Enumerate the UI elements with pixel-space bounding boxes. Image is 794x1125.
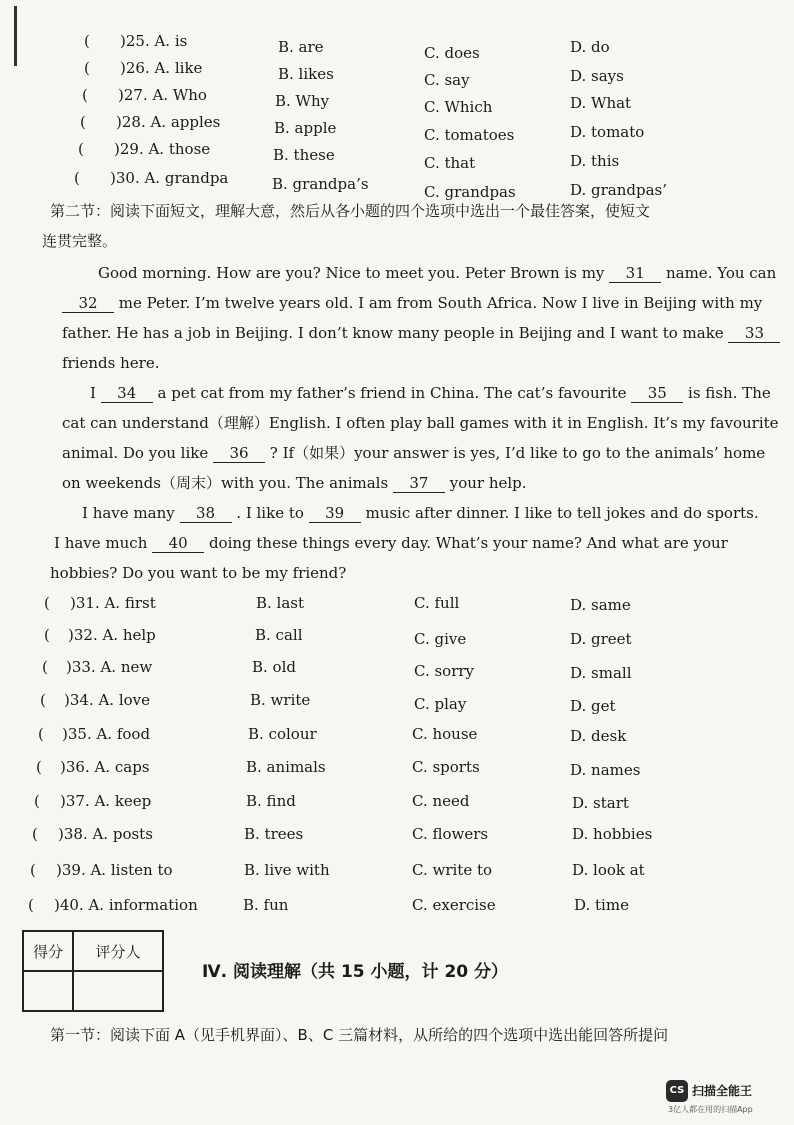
option-d: D. grandpas’: [570, 181, 668, 199]
passage-text: I have many: [82, 504, 175, 522]
option-c: C. need: [412, 792, 470, 810]
score-label: 得分: [23, 931, 73, 971]
blank-39: 39: [309, 504, 361, 523]
question-row: [0, 113, 794, 144]
instruction-line: 连贯完整。: [42, 232, 118, 250]
answer-paren: (: [78, 140, 84, 158]
passage-line: [62, 378, 771, 408]
passage-text: on weekends（周末）with you. The animals: [62, 474, 389, 492]
question-row: [0, 896, 794, 920]
question-number-option-a: )28. A. apples: [116, 113, 221, 131]
blank-31: 31: [609, 264, 661, 283]
watermark-subtitle: 3亿人都在用的扫描App: [668, 1105, 753, 1114]
question-row: [0, 169, 794, 201]
option-c: C. exercise: [412, 896, 496, 914]
option-c: C. play: [414, 695, 467, 713]
passage-line: [62, 498, 759, 528]
answer-paren: (: [42, 658, 48, 676]
option-d: D. do: [570, 38, 610, 56]
question-number-option-a: )26. A. like: [120, 59, 203, 77]
option-d: D. greet: [570, 630, 632, 648]
question-row: [0, 626, 794, 650]
score-table: [22, 930, 164, 1012]
question-row: [0, 725, 794, 749]
question-row: [0, 861, 794, 885]
option-d: D. same: [570, 596, 631, 614]
option-d: D. small: [570, 664, 632, 682]
option-b: B. trees: [244, 825, 304, 843]
answer-paren: (: [84, 59, 90, 77]
option-c: C. write to: [412, 861, 493, 879]
answer-paren: (: [82, 86, 88, 104]
option-d: D. says: [570, 67, 624, 85]
option-b: B. live with: [244, 861, 330, 879]
option-d: D. desk: [570, 727, 627, 745]
question-number-option-a: )33. A. new: [66, 658, 153, 676]
question-number-option-a: )29. A. those: [114, 140, 211, 158]
blank-32: 32: [62, 294, 114, 313]
section2-instruction: [42, 196, 750, 256]
question-number-option-a: )40. A. information: [54, 896, 198, 914]
question-number-option-a: )30. A. grandpa: [110, 169, 229, 187]
question-row: [0, 59, 794, 89]
blank-34: 34: [101, 384, 153, 403]
passage-text: me Peter. I’m twelve years old. I am from South Africa. Now I live in Beijing with my: [118, 294, 763, 312]
answer-paren: (: [80, 113, 86, 131]
question-row: [0, 758, 794, 782]
blank-36: 36: [213, 444, 265, 463]
option-d: D. What: [570, 94, 632, 112]
scanner-watermark: [666, 1080, 778, 1116]
option-b: B. animals: [246, 758, 326, 776]
option-b: B. call: [255, 626, 303, 644]
question-number-option-a: )25. A. is: [120, 32, 188, 50]
passage-text: your help.: [449, 474, 527, 492]
option-b: B. Why: [275, 92, 330, 110]
answer-paren: (: [36, 758, 42, 776]
option-b: B. these: [273, 146, 335, 164]
option-c: C. sorry: [414, 662, 475, 680]
option-d: D. time: [574, 896, 629, 914]
option-c: C. does: [424, 44, 480, 62]
answer-paren: (: [84, 32, 90, 50]
passage-text: Good morning. How are you? Nice to meet you. Peter Brown is my: [98, 264, 605, 282]
question-number-option-a: )38. A. posts: [58, 825, 153, 843]
question-number-option-a: )32. A. help: [68, 626, 156, 644]
option-d: D. tomato: [570, 123, 645, 141]
question-row: [0, 691, 794, 715]
passage-text: ? If（如果）your answer is yes, I’d like to go to the animals’ home: [269, 444, 766, 462]
option-d: D. names: [570, 761, 641, 779]
option-c: C. that: [424, 154, 476, 172]
option-c: C. house: [412, 725, 478, 743]
option-c: C. grandpas: [424, 183, 516, 201]
question-row: [0, 32, 794, 62]
answer-paren: (: [40, 691, 46, 709]
question-number-option-a: )39. A. listen to: [56, 861, 173, 879]
question-row: [0, 792, 794, 816]
passage-line: [62, 438, 766, 468]
option-b: B. write: [250, 691, 311, 709]
option-b: B. old: [252, 658, 296, 676]
question-row: [0, 86, 794, 116]
part4-instruction: 第一节：阅读下面 A（见手机界面）、B、C 三篇材料，从所给的四个选项中选出能回答所提问: [50, 1026, 669, 1044]
option-c: C. full: [414, 594, 460, 612]
question-row: [0, 658, 794, 682]
score-cell: [23, 971, 73, 1011]
passage-line: friends here.: [62, 354, 160, 372]
option-d: D. hobbies: [572, 825, 653, 843]
option-c: C. say: [424, 71, 470, 89]
passage-text: I: [90, 384, 96, 402]
answer-paren: (: [44, 594, 50, 612]
option-b: B. are: [278, 38, 324, 56]
option-d: D. this: [570, 152, 620, 170]
part4-title: Ⅳ. 阅读理解（共 15 小题，计 20 分）: [202, 962, 509, 982]
answer-paren: (: [38, 725, 44, 743]
question-row: [0, 594, 794, 618]
blank-37: 37: [393, 474, 445, 493]
passage-text: I have much: [54, 534, 148, 552]
watermark-name: 扫描全能王: [692, 1084, 753, 1098]
passage-text: . I like to: [236, 504, 304, 522]
camscanner-logo-icon: CS: [666, 1080, 688, 1102]
passage-text: music after dinner. I like to tell jokes and do sports.: [365, 504, 759, 522]
option-c: C. flowers: [412, 825, 489, 843]
question-number-option-a: )31. A. first: [70, 594, 156, 612]
passage-text: doing these things every day. What’s your name? And what are your: [208, 534, 728, 552]
option-b: B. find: [246, 792, 296, 810]
question-number-option-a: )35. A. food: [62, 725, 151, 743]
passage-text: animal. Do you like: [62, 444, 209, 462]
option-b: B. fun: [243, 896, 289, 914]
question-row: [0, 140, 794, 172]
option-c: C. sports: [412, 758, 480, 776]
passage-line: cat can understand（理解）English. I often play ball games with it in English. It’s my favourite: [62, 414, 779, 432]
option-c: C. tomatoes: [424, 126, 515, 144]
blank-35: 35: [631, 384, 683, 403]
option-d: D. start: [572, 794, 629, 812]
answer-paren: (: [34, 792, 40, 810]
passage-line: hobbies? Do you want to be my friend?: [50, 564, 347, 582]
grader-cell: [73, 971, 163, 1011]
passage-line: [62, 258, 777, 288]
passage-text: name. You can: [665, 264, 777, 282]
option-d: D. get: [570, 697, 616, 715]
option-b: B. grandpa’s: [272, 175, 369, 193]
option-c: C. give: [414, 630, 467, 648]
option-b: B. likes: [278, 65, 334, 83]
answer-paren: (: [44, 626, 50, 644]
blank-40: 40: [152, 534, 204, 553]
passage: [50, 258, 779, 588]
blank-38: 38: [180, 504, 232, 523]
option-d: D. look at: [572, 861, 645, 879]
instruction-line: 第二节：阅读下面短文，理解大意，然后从各小题的四个选项中选出一个最佳答案，使短文: [50, 202, 651, 220]
answer-paren: (: [28, 896, 34, 914]
question-number-option-a: )34. A. love: [64, 691, 151, 709]
answer-paren: (: [30, 861, 36, 879]
grader-label: 评分人: [73, 931, 163, 971]
answer-paren: (: [32, 825, 38, 843]
option-b: B. colour: [248, 725, 317, 743]
question-number-option-a: )36. A. caps: [60, 758, 150, 776]
passage-line: [54, 528, 732, 558]
passage-line: [62, 468, 732, 498]
question-number-option-a: )37. A. keep: [60, 792, 152, 810]
option-b: B. last: [256, 594, 305, 612]
option-c: C. Which: [424, 98, 493, 116]
passage-text: father. He has a job in Beijing. I don’t know many people in Beijing and I want to make: [62, 324, 724, 342]
blank-33: 33: [728, 324, 780, 343]
passage-line: [62, 318, 765, 348]
question-number-option-a: )27. A. Who: [118, 86, 207, 104]
question-row: [0, 825, 794, 849]
passage-text: is fish. The: [688, 384, 771, 402]
answer-paren: (: [74, 169, 80, 187]
option-b: B. apple: [274, 119, 337, 137]
passage-line: [62, 288, 763, 318]
passage-text: a pet cat from my father’s friend in China. The cat’s favourite: [157, 384, 627, 402]
